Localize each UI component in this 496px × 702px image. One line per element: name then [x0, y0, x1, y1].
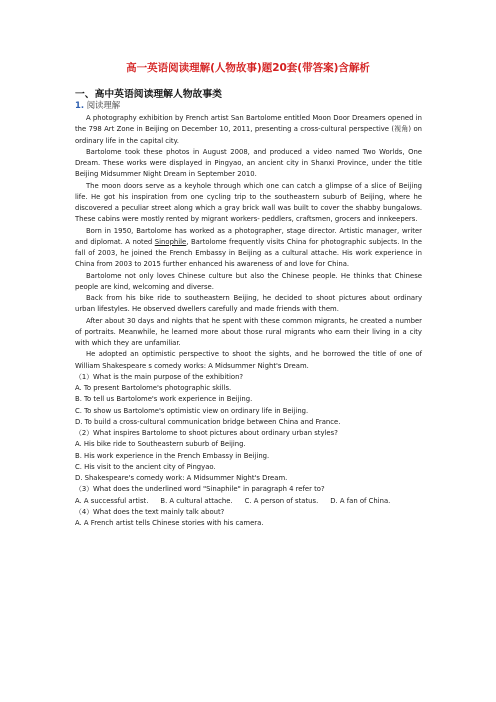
question-stem: （4）What does the text mainly talk about? [75, 507, 225, 516]
section-heading: 一、高中英语阅读理解人物故事类 [75, 89, 222, 100]
answer-option: D. Shakespeare's comedy work: A Midsummer Night's Dream. [75, 474, 288, 482]
question-header [75, 99, 120, 111]
underlined-word: Sinophile [154, 237, 187, 246]
answer-option: B. A cultural attache. [160, 496, 233, 505]
answer-option-row [75, 496, 422, 507]
answer-option: C. To show us Bartolome's optimistic view on ordinary life in Beijing. [75, 406, 309, 415]
paragraph: A photography exhibition by French artist San Bartolome entitled Moon Door Dreamers opened in the 798 Art Zone in Beijing on December 10, 2011, presenting a cross-cultural perspective (视角) on ordinary life in the capital city. [75, 114, 422, 145]
answer-option: C. His visit to the ancient city of Pingyao. [75, 462, 216, 471]
answer-option: B. His work experience in the French Embassy in Beijing. [75, 451, 270, 460]
paragraph: The moon doors serve as a keyhole through which one can catch a glimpse of a slice of Beijing life. He got his inspiration from one cycling trip to the southeastern suburb of Beijing, where he discovered a peculiar street along which a gray brick wall was built to cover the shabby bungalows. These cabins were mostly rented by migrant workers- peddlers, craftsmen, grocers and innkeepers. [75, 181, 422, 224]
answer-option: A. A French artist tells Chinese stories with his camera. [75, 519, 264, 527]
answer-option: A. A successful artist. [75, 496, 149, 505]
question-intro: 阅读理解 [86, 100, 121, 110]
paragraph [75, 226, 422, 271]
paragraph-text: , Bartolome frequently visits China for photographic subjects. In the fall of 2003, he joined the French Embassy in Beijing as a cultural attache. His work experience in China from 2003 to 2015 further enhanced his awareness of and love for China. [75, 237, 422, 269]
page-title: 高一英语阅读理解(人物故事)题20套(带答案)含解析 [126, 62, 370, 74]
answer-option: C. A person of status. [244, 496, 319, 505]
question-stem: （2）What inspires Bartolome to shoot pictures about ordinary urban styles? [75, 429, 338, 437]
question-stem: （1）What is the main purpose of the exhibition? [75, 372, 244, 381]
passage-body [75, 113, 422, 529]
paragraph: He adopted an optimistic perspective to shoot the sights, and he borrowed the title of one of William Shakespeare s comedy works: A Midsummer Night's Dream. [75, 350, 422, 370]
answer-option: A. His bike ride to Southeastern suburb of Beijing. [75, 440, 246, 449]
paragraph: After about 30 days and nights that he spent with these common migrants, he created a number of portraits. Meanwhile, he learned more about those rural migrants who earn their living in a city with which they are unfamiliar. [75, 316, 422, 347]
paragraph: Back from his bike ride to southeastern Beijing, he decided to shoot pictures about ordinary urban lifestyles. He observed dwellers carefully and made friends with them. [75, 294, 422, 314]
answer-option: D. To build a cross-cultural communication bridge between China and France. [75, 417, 341, 426]
answer-option: B. To tell us Bartolome's work experience in Beijing. [75, 395, 253, 404]
answer-option: A. To present Bartolome's photographic skills. [75, 384, 232, 392]
paragraph-text: Born in 1950, Bartolome has worked as a photographer, stage director. Artistic manager, writer and diplomat. A noted [75, 226, 422, 246]
question-number: 1. [75, 100, 85, 110]
paragraph: Bartolome not only loves Chinese culture but also the Chinese people. He thinks that Chinese people are kind, welcoming and diverse. [75, 271, 422, 291]
question-stem: （3）What does the underlined word "Sinaphile" in paragraph 4 refer to? [75, 485, 325, 494]
answer-option: D. A fan of China. [330, 496, 391, 505]
paragraph: Bartolome took these photos in August 2008, and produced a video named Two Worlds, One Dream. These works were displayed in Pingyao, an ancient city in Shanxi Province, under the title Beijing Midsummer Night Dream in September 2010. [75, 147, 422, 179]
